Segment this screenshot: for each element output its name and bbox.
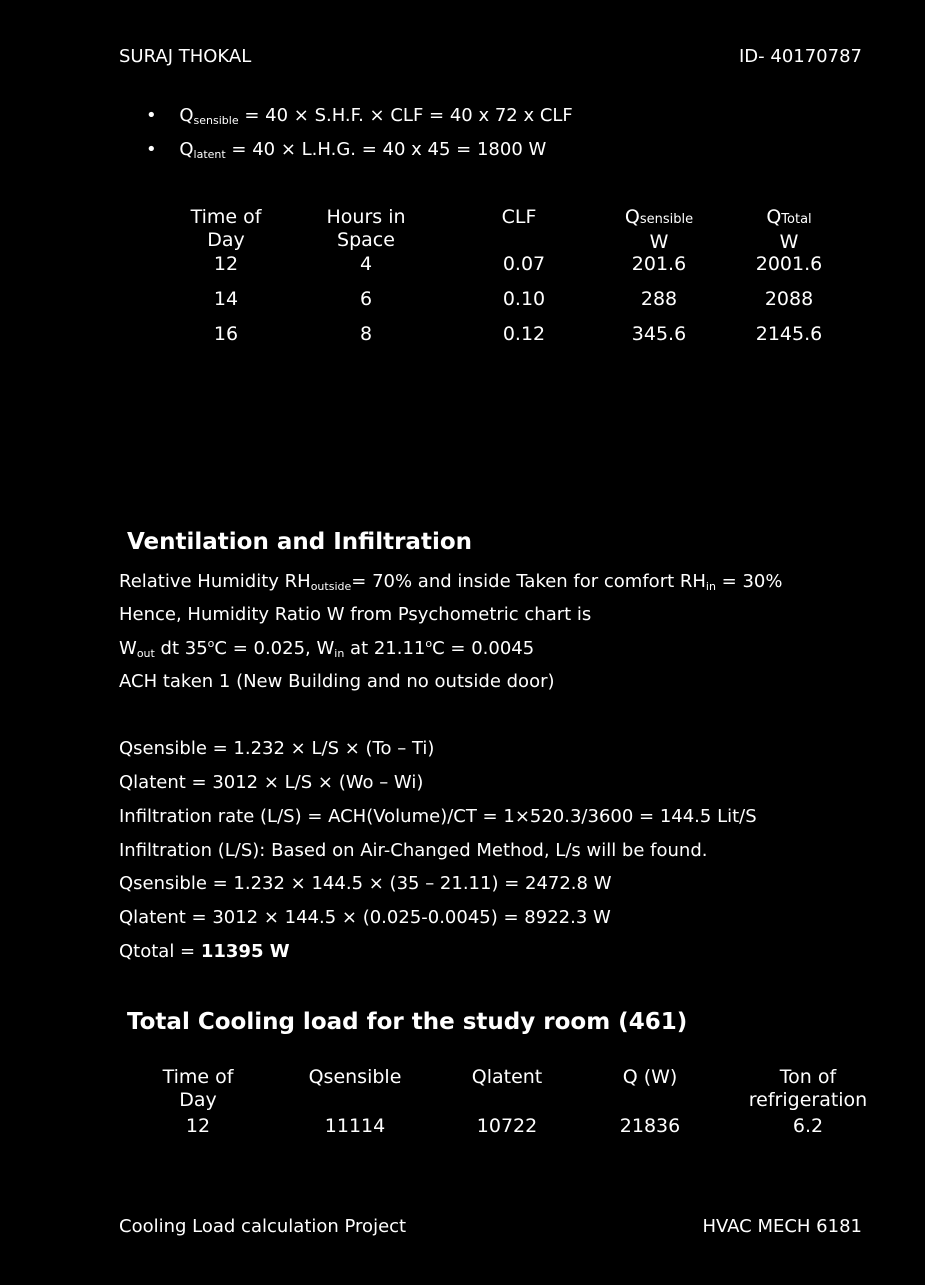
footer-project: Cooling Load calculation Project: [119, 1216, 407, 1237]
col-header-qlatent: Qlatent: [471, 1066, 543, 1088]
table-cell: 201.6: [631, 253, 687, 275]
header-line: Hours in: [326, 206, 406, 228]
qsensible-formula: Qsensible = 1.232 × L/S × (To – Ti): [119, 738, 435, 759]
table-cell: 0.10: [502, 288, 546, 310]
header-line: refrigeration: [748, 1089, 868, 1111]
rh-text: = 70% and inside Taken for comfort RH: [351, 571, 706, 592]
table-cell: 2088: [764, 288, 814, 310]
header-line: Day: [179, 1089, 217, 1111]
table-cell: 345.6: [631, 323, 687, 345]
table-cell: 6: [359, 288, 373, 310]
rh-text: Relative Humidity RH: [119, 571, 311, 592]
bullet-sub: latent: [193, 148, 226, 161]
qtotal-label: Qtotal =: [119, 941, 201, 962]
header-sub: sensible: [639, 212, 694, 227]
table-cell: 12: [213, 253, 239, 275]
w-text: C = 0.025, W: [214, 638, 335, 659]
table-cell: 2145.6: [755, 323, 823, 345]
table-cell: 10722: [476, 1115, 538, 1137]
author-name: SURAJ THOKAL: [119, 46, 252, 67]
col-header-qsensible: [625, 206, 693, 254]
bullet-dot-icon: •: [146, 105, 157, 126]
header-line: Space: [337, 229, 395, 251]
header-sub: Total: [781, 212, 812, 227]
bullet-q: Q: [179, 139, 194, 160]
col-header-qsensible: Qsensible: [308, 1066, 402, 1088]
qtotal-value: 11395 W: [200, 941, 290, 962]
col-header-qtotal: [766, 206, 811, 254]
header-line: Time of: [162, 1066, 234, 1088]
w-text: W: [119, 638, 137, 659]
w-sup: o: [425, 637, 433, 650]
bullet-q: Q: [179, 105, 194, 126]
col-header-time: [191, 206, 262, 252]
bullet-rest: = 40 × L.H.G. = 40 x 45 = 1800 W: [225, 139, 547, 160]
table-cell: 2001.6: [755, 253, 823, 275]
w-text: C = 0.0045: [432, 638, 535, 659]
w-text: dt 35: [154, 638, 208, 659]
rh-sub: outside: [310, 580, 352, 593]
w-sup: o: [207, 637, 215, 650]
infiltration-method-line: Infiltration (L/S): Based on Air-Changed Method, L/s will be found.: [119, 840, 708, 861]
section-title-total: Total Cooling load for the study room (461): [127, 1009, 688, 1035]
rh-sub: in: [705, 580, 716, 593]
col-header-ton: [749, 1066, 867, 1112]
qtotal-line: [119, 941, 290, 963]
col-header-time: [163, 1066, 234, 1112]
header-unit: W: [649, 231, 669, 253]
section-title-ventilation: Ventilation and Infiltration: [127, 529, 472, 555]
bullet-latent: [146, 139, 546, 161]
ach-line: ACH taken 1 (New Building and no outside door): [119, 671, 555, 692]
header-line: Day: [207, 229, 245, 251]
header-q: Q: [766, 206, 782, 228]
header-line: Ton of: [779, 1066, 837, 1088]
bullet-sub: sensible: [193, 114, 239, 127]
table-cell: 14: [213, 288, 239, 310]
header-line: Time of: [190, 206, 262, 228]
footer-course: HVAC MECH 6181: [702, 1216, 862, 1237]
header-q: Q: [624, 206, 640, 228]
header-unit: W: [779, 231, 799, 253]
table-cell: 0.12: [502, 323, 546, 345]
w-sub: in: [334, 647, 345, 660]
table-cell: 12: [185, 1115, 211, 1137]
bullet-dot-icon: •: [146, 139, 157, 160]
table-cell: 0.07: [502, 253, 546, 275]
w-values-line: [119, 638, 534, 660]
rh-line: [119, 571, 783, 593]
qlatent-formula: Qlatent = 3012 × L/S × (Wo – Wi): [119, 772, 424, 793]
table-cell: 21836: [619, 1115, 681, 1137]
table-cell: 8: [359, 323, 373, 345]
qsensible-result: Qsensible = 1.232 × 144.5 × (35 – 21.11) = 2472.8 W: [119, 873, 612, 894]
col-header-clf: CLF: [501, 206, 537, 228]
col-header-hours: [326, 206, 405, 252]
table-cell: 11114: [324, 1115, 386, 1137]
col-header-q: Q (W): [622, 1066, 678, 1088]
bullet-rest: = 40 × S.H.F. × CLF = 40 x 72 x CLF: [238, 105, 573, 126]
w-sub: out: [136, 647, 155, 660]
table-cell: 16: [213, 323, 239, 345]
w-text: at 21.11: [344, 638, 426, 659]
table-cell: 6.2: [792, 1115, 824, 1137]
infiltration-rate-line: Infiltration rate (L/S) = ACH(Volume)/CT = 1×520.3/3600 = 144.5 Lit/S: [119, 806, 757, 827]
table-cell: 4: [359, 253, 373, 275]
qlatent-result: Qlatent = 3012 × 144.5 × (0.025-0.0045) = 8922.3 W: [119, 907, 611, 928]
humidity-ratio-line: Hence, Humidity Ratio W from Psychometric chart is: [119, 604, 592, 625]
table-cell: 288: [640, 288, 678, 310]
bullet-sensible: [146, 105, 573, 127]
student-id: ID- 40170787: [738, 46, 862, 67]
rh-text: = 30%: [715, 571, 783, 592]
